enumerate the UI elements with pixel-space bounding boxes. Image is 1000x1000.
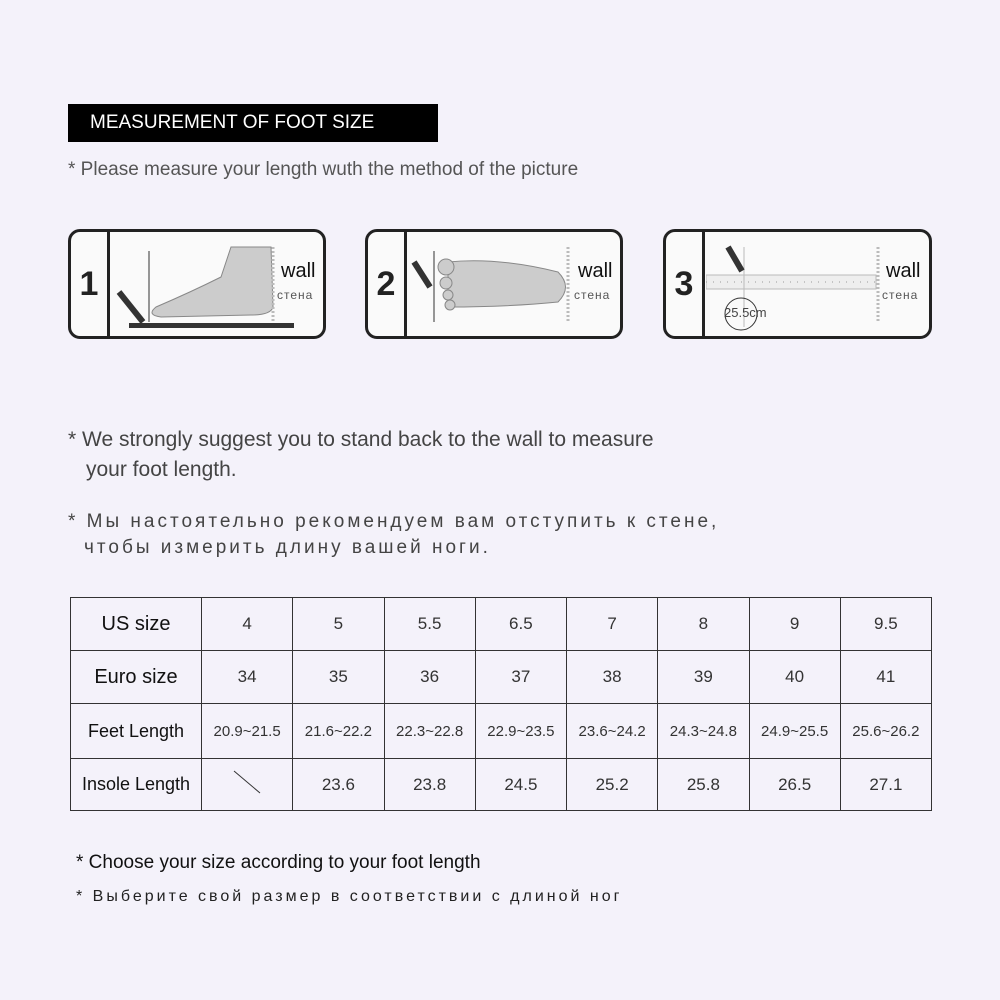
table-cell: 5.5 <box>384 598 475 651</box>
suggest-en-line2: your foot length. <box>86 458 237 481</box>
table-cell: 24.3~24.8 <box>658 704 749 759</box>
stena-label: стена <box>574 288 611 302</box>
table-cell: 36 <box>384 651 475 704</box>
suggest-ru-line2: чтобы измерить длину вашей ноги. <box>84 537 491 558</box>
row-label: US size <box>71 598 202 651</box>
not-available-slash-icon <box>232 767 262 797</box>
table-cell: 27.1 <box>840 759 931 811</box>
table-cell: 5 <box>293 598 384 651</box>
size-chart-table <box>70 597 932 811</box>
footer-en: * Choose your size according to your foot length <box>76 852 481 873</box>
page-title: MEASUREMENT OF FOOT SIZE <box>68 104 438 142</box>
table-cell: 23.6 <box>293 759 384 811</box>
intro-note: * Please measure your length wuth the method of the picture <box>68 159 579 180</box>
table-row <box>71 598 932 651</box>
table-cell: 37 <box>475 651 566 704</box>
table-cell: 25.8 <box>658 759 749 811</box>
table-row <box>71 759 932 811</box>
table-cell <box>202 759 293 811</box>
table-cell: 24.5 <box>475 759 566 811</box>
table-cell: 7 <box>567 598 658 651</box>
table-cell: 39 <box>658 651 749 704</box>
stena-label: стена <box>277 288 314 302</box>
foot-top-icon <box>408 237 611 332</box>
step-number: 1 <box>71 232 110 336</box>
table-row <box>71 651 932 704</box>
table-cell: 9.5 <box>840 598 931 651</box>
table-cell: 4 <box>202 598 293 651</box>
table-cell: 6.5 <box>475 598 566 651</box>
table-cell: 41 <box>840 651 931 704</box>
footer-ru: * Выберите свой размер в соответствии с длиной ног <box>76 888 623 905</box>
suggest-ru-line1: * Мы настоятельно рекомендуем вам отступить к стене, <box>68 511 720 532</box>
wall-label: wall <box>281 260 316 282</box>
wall-label: wall <box>578 260 613 282</box>
table-cell: 23.6~24.2 <box>567 704 658 759</box>
step-number: 3 <box>666 232 705 336</box>
table-cell: 21.6~22.2 <box>293 704 384 759</box>
table-cell: 40 <box>749 651 840 704</box>
table-cell: 22.9~23.5 <box>475 704 566 759</box>
measurement-label: 25.5cm <box>724 305 767 320</box>
row-label: Euro size <box>71 651 202 704</box>
table-cell: 8 <box>658 598 749 651</box>
table-cell: 35 <box>293 651 384 704</box>
step-1-panel <box>68 229 326 339</box>
foot-side-icon <box>111 237 314 332</box>
step-2-panel <box>365 229 623 339</box>
table-cell: 25.2 <box>567 759 658 811</box>
table-cell: 24.9~25.5 <box>749 704 840 759</box>
suggest-en-line1: * We strongly suggest you to stand back to the wall to measure <box>68 428 654 451</box>
table-cell: 34 <box>202 651 293 704</box>
stena-label: стена <box>882 288 919 302</box>
table-cell: 9 <box>749 598 840 651</box>
table-row <box>71 704 932 759</box>
step-3-panel <box>663 229 932 339</box>
table-cell: 20.9~21.5 <box>202 704 293 759</box>
wall-label: wall <box>886 260 921 282</box>
table-cell: 38 <box>567 651 658 704</box>
table-cell: 25.6~26.2 <box>840 704 931 759</box>
table-cell: 23.8 <box>384 759 475 811</box>
row-label: Feet Length <box>71 704 202 759</box>
table-cell: 22.3~22.8 <box>384 704 475 759</box>
step-number: 2 <box>368 232 407 336</box>
row-label: Insole Length <box>71 759 202 811</box>
table-cell: 26.5 <box>749 759 840 811</box>
